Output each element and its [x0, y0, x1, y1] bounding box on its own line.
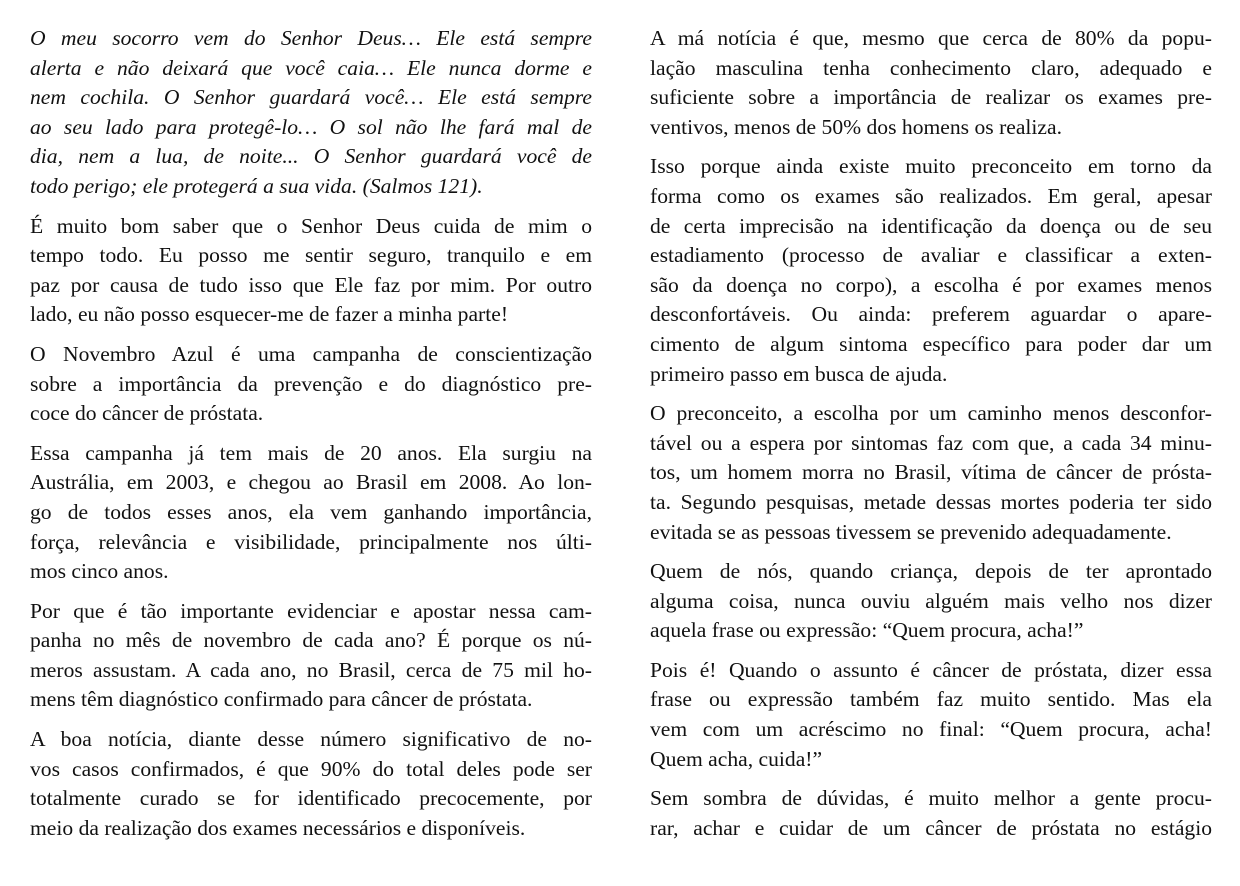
text-line: vos casos confirmados, é que 90% do total deles pode ser — [30, 756, 592, 781]
text-line: Isso porque ainda existe muito preconceito em torno da — [650, 154, 1212, 179]
paragraph — [650, 152, 1212, 389]
epigraph-paragraph — [30, 24, 592, 202]
text-line: lação masculina tenha conhecimento claro, adequado e — [650, 55, 1212, 80]
paragraph — [30, 340, 592, 429]
paragraph — [650, 24, 1212, 142]
text-line: vem com um acréscimo no final: “Quem procura, acha! — [650, 717, 1212, 742]
text-line: cimento de algum sintoma específico para poder dar um — [650, 331, 1212, 356]
text-line: Quem acha, cuida!” — [650, 746, 823, 771]
text-line: É muito bom saber que o Senhor Deus cuida de mim o — [30, 213, 592, 238]
left-column — [30, 24, 592, 853]
text-line: lado, eu não posso esquecer-me de fazer a minha parte! — [30, 302, 509, 327]
text-line: todo perigo; ele protegerá a sua vida. (Salmos 121). — [30, 173, 483, 198]
text-line: panha no mês de novembro de cada ano? É porque os nú- — [30, 628, 592, 653]
text-line: O preconceito, a escolha por um caminho menos desconfor- — [650, 401, 1212, 426]
text-line: ao seu lado para protegê-lo… O sol não lhe fará mal de — [30, 114, 592, 139]
paragraph — [650, 399, 1212, 547]
text-line: A boa notícia, diante desse número significativo de no- — [30, 727, 592, 752]
text-line: go de todos esses anos, ela vem ganhando importância, — [30, 499, 592, 524]
text-line: tos, um homem morra no Brasil, vítima de câncer de prósta- — [650, 460, 1212, 485]
text-line: nem cochila. O Senhor guardará você… Ele está sempre — [30, 85, 592, 110]
text-line: paz por causa de tudo isso que Ele faz por mim. Por outro — [30, 272, 592, 297]
text-line: são da doença no corpo), a escolha é por exames menos — [650, 272, 1212, 297]
paragraph — [30, 725, 592, 843]
text-line: alerta e não deixará que você caia… Ele nunca dorme e — [30, 55, 592, 80]
text-line: ventivos, menos de 50% dos homens os realiza. — [650, 114, 1062, 139]
text-line: primeiro passo em busca de ajuda. — [650, 361, 948, 386]
text-line: suficiente sobre a importância de realizar os exames pre- — [650, 85, 1212, 110]
text-line: O meu socorro vem do Senhor Deus… Ele está sempre — [30, 26, 592, 50]
text-line: A má notícia é que, mesmo que cerca de 80% da popu- — [650, 26, 1212, 50]
text-line: forma como os exames são realizados. Em geral, apesar — [650, 183, 1212, 208]
text-line: mens têm diagnóstico confirmado para câncer de próstata. — [30, 687, 533, 712]
paragraph — [30, 212, 592, 330]
text-line: mos cinco anos. — [30, 559, 169, 584]
text-line: Pois é! Quando o assunto é câncer de próstata, dizer essa — [650, 657, 1212, 682]
paragraph — [30, 597, 592, 715]
paragraph — [650, 557, 1212, 646]
text-line: rar, achar e cuidar de um câncer de próstata no estágio — [650, 815, 1212, 840]
text-line: meros assustam. A cada ano, no Brasil, cerca de 75 mil ho- — [30, 657, 592, 682]
text-line: tempo todo. Eu posso me sentir seguro, tranquilo e em — [30, 243, 592, 268]
right-column — [650, 24, 1212, 853]
text-line: Por que é tão importante evidenciar e apostar nessa cam- — [30, 598, 592, 623]
text-line: estadiamento (processo de avaliar e classificar a exten- — [650, 243, 1212, 268]
text-line: ta. Segundo pesquisas, metade dessas mortes poderia ter sido — [650, 489, 1212, 514]
text-line: totalmente curado se for identificado precocemente, por — [30, 786, 592, 811]
text-line: desconfortáveis. Ou ainda: preferem aguardar o apare- — [650, 302, 1212, 327]
text-line: Austrália, em 2003, e chegou ao Brasil em 2008. Ao lon- — [30, 470, 592, 495]
text-line: tável ou a espera por sintomas faz com que, a cada 34 minu- — [650, 430, 1212, 455]
text-line: Essa campanha já tem mais de 20 anos. Ela surgiu na — [30, 440, 592, 465]
text-line: Quem de nós, quando criança, depois de ter aprontado — [650, 559, 1212, 584]
paragraph — [650, 656, 1212, 774]
text-line: força, relevância e visibilidade, principalmente nos últi- — [30, 529, 592, 554]
text-line: alguma coisa, nunca ouviu alguém mais velho nos dizer — [650, 588, 1212, 613]
text-line: de certa imprecisão na identificação da doença ou de seu — [650, 213, 1212, 238]
paragraph — [30, 439, 592, 587]
text-line: evitada se as pessoas tivessem se prevenido adequadamente. — [650, 519, 1172, 544]
text-line: meio da realização dos exames necessários e disponíveis. — [30, 815, 526, 840]
text-line: frase ou expressão também faz muito sentido. Mas ela — [650, 687, 1212, 712]
text-line: aquela frase ou expressão: “Quem procura, acha!” — [650, 618, 1084, 643]
text-line: sobre a importância da prevenção e do diagnóstico pre- — [30, 371, 592, 396]
text-line: Sem sombra de dúvidas, é muito melhor a gente procu- — [650, 786, 1212, 811]
text-line: O Novembro Azul é uma campanha de conscientização — [30, 341, 592, 366]
text-line: coce do câncer de próstata. — [30, 401, 264, 426]
paragraph — [650, 784, 1212, 843]
text-line: dia, nem a lua, de noite... O Senhor guardará você de — [30, 144, 592, 169]
